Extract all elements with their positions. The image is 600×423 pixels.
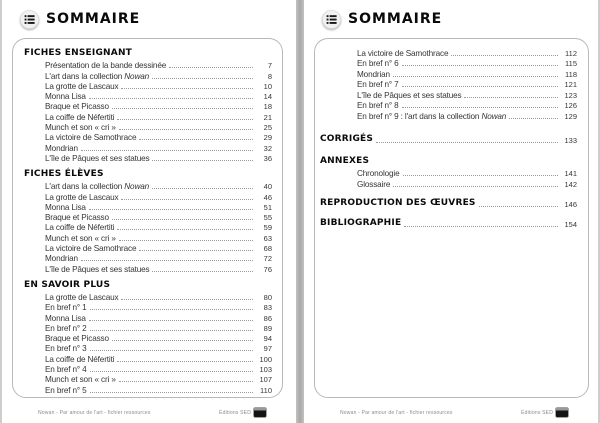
entry-page-number: 46 bbox=[263, 192, 272, 202]
entry-label: L'île de Pâques et ses statues bbox=[45, 153, 150, 163]
dot-leader bbox=[112, 340, 253, 341]
toc-entry bbox=[45, 302, 272, 312]
toc-entry bbox=[357, 79, 577, 90]
toc-box bbox=[12, 38, 283, 398]
section-title: FICHES ÉLÈVES bbox=[24, 168, 104, 179]
entry-page-number: 51 bbox=[263, 202, 272, 212]
toc-entry bbox=[45, 91, 272, 101]
toc-entry bbox=[45, 122, 272, 132]
toc-entry bbox=[357, 58, 577, 69]
toc-rows bbox=[45, 292, 272, 395]
toc-rows bbox=[45, 60, 272, 163]
entry-page-number: 32 bbox=[263, 143, 272, 153]
dot-leader bbox=[112, 219, 253, 220]
dot-leader bbox=[464, 97, 558, 98]
entry-label-italic: Nowan bbox=[124, 182, 150, 192]
section-title: FICHES ENSEIGNANT bbox=[24, 48, 133, 58]
entry-label: Munch et son « cri » bbox=[45, 123, 116, 133]
footer-left-text: Nowan - Par amour de l'art - fichier ressources bbox=[38, 409, 151, 416]
toc-entry bbox=[45, 191, 272, 201]
footer-left-text: Nowan - Par amour de l'art - fichier ressources bbox=[340, 409, 453, 416]
dot-leader bbox=[81, 150, 253, 151]
dot-leader bbox=[89, 320, 253, 321]
toc-entry bbox=[45, 374, 272, 384]
toc-entry bbox=[357, 68, 577, 79]
entry-page-number: 40 bbox=[263, 182, 272, 192]
entry-label: Braque et Picasso bbox=[45, 334, 109, 344]
toc-entry bbox=[45, 384, 272, 394]
dot-leader bbox=[117, 361, 253, 362]
toc-entry bbox=[45, 142, 272, 152]
toc-content-left bbox=[22, 47, 272, 395]
toc-section bbox=[22, 47, 272, 163]
dot-leader bbox=[152, 78, 253, 79]
dot-leader bbox=[119, 129, 253, 130]
dot-leader bbox=[139, 250, 253, 251]
toc-entry bbox=[45, 101, 272, 111]
right-page bbox=[304, 0, 598, 423]
entry-label: Monna Lisa bbox=[45, 92, 86, 102]
entry-page-number: 89 bbox=[263, 323, 272, 333]
entry-label: La victoire de Samothrace bbox=[45, 133, 137, 143]
entry-page-number: 7 bbox=[267, 61, 272, 71]
entry-label: La grotte de Lascaux bbox=[45, 81, 119, 91]
toc-entry bbox=[45, 243, 272, 253]
entry-page-number: 94 bbox=[263, 334, 272, 344]
entry-page-number: 107 bbox=[259, 375, 272, 385]
dot-leader bbox=[90, 330, 253, 331]
entry-label-italic: Nowan bbox=[481, 111, 507, 121]
entry-page-number: 72 bbox=[263, 254, 272, 264]
toc-entry bbox=[45, 132, 272, 142]
entry-page-number: 112 bbox=[565, 48, 577, 58]
dot-leader bbox=[404, 226, 558, 227]
entry-label: Braque et Picasso bbox=[45, 102, 109, 112]
toc-entry bbox=[45, 153, 272, 163]
dot-leader bbox=[89, 98, 253, 99]
dot-leader bbox=[112, 108, 253, 109]
entry-page-number: 8 bbox=[267, 71, 272, 81]
entry-label: En bref n° 9 : l'art dans la collection Nowan bbox=[357, 111, 507, 121]
toc-entry bbox=[45, 353, 272, 363]
dot-leader bbox=[376, 142, 558, 143]
entry-page-number: 121 bbox=[564, 80, 577, 89]
sommaire-header bbox=[20, 10, 140, 29]
toc-entry bbox=[45, 222, 272, 232]
entry-label: L'île de Pâques et ses statues bbox=[357, 90, 462, 100]
footer-right bbox=[219, 408, 266, 417]
entry-label: La coiffe de Néfertiti bbox=[45, 223, 115, 233]
entry-label-italic: Nowan bbox=[124, 71, 150, 81]
dot-leader bbox=[169, 67, 253, 68]
entry-page-number: 141 bbox=[564, 169, 577, 178]
toc-section-line bbox=[320, 217, 577, 229]
entry-page-number: 110 bbox=[260, 385, 272, 395]
section-title: ANNEXES bbox=[320, 155, 370, 166]
entry-label: Monna Lisa bbox=[45, 313, 86, 323]
toc-entry bbox=[357, 89, 577, 100]
entry-page-number: 18 bbox=[263, 102, 272, 112]
toc-entry bbox=[45, 60, 272, 70]
dot-leader bbox=[402, 86, 558, 87]
dot-leader bbox=[121, 199, 253, 200]
page-footer bbox=[38, 408, 266, 417]
entry-page-number: 154 bbox=[564, 219, 577, 229]
entry-page-number: 80 bbox=[263, 292, 272, 302]
editions-sed-label: Éditions SED bbox=[521, 409, 553, 416]
toc-entry bbox=[45, 232, 272, 242]
entry-page-number: 63 bbox=[263, 233, 272, 243]
entry-page-number: 68 bbox=[263, 244, 272, 254]
dot-leader bbox=[81, 260, 253, 261]
entry-label: Chronologie bbox=[357, 169, 400, 178]
dot-leader bbox=[119, 240, 253, 241]
dot-leader bbox=[402, 65, 558, 66]
toc-entry bbox=[45, 253, 272, 263]
entry-page-number: 76 bbox=[263, 264, 272, 274]
toc-entry bbox=[45, 343, 272, 353]
entry-page-number: 115 bbox=[565, 59, 577, 68]
toc-entry bbox=[357, 100, 577, 111]
toc-box bbox=[314, 38, 589, 398]
entry-label: L'île de Pâques et ses statues bbox=[45, 264, 150, 274]
entry-label: La victoire de Samothrace bbox=[357, 48, 449, 58]
entry-page-number: 146 bbox=[564, 199, 577, 209]
entry-page-number: 21 bbox=[263, 112, 272, 122]
entry-page-number: 123 bbox=[564, 90, 577, 100]
list-icon bbox=[322, 10, 341, 29]
sommaire-header bbox=[322, 10, 442, 29]
entry-label: En bref n° 8 bbox=[357, 101, 399, 110]
entry-label: Mondrian bbox=[45, 143, 78, 153]
dot-leader bbox=[121, 88, 253, 89]
dot-leader bbox=[403, 175, 558, 176]
entry-page-number: 83 bbox=[263, 303, 272, 313]
dot-leader bbox=[393, 76, 558, 77]
toc-entry bbox=[357, 110, 577, 121]
entry-label: En bref n° 1 bbox=[45, 303, 87, 313]
entry-page-number: 142 bbox=[564, 179, 577, 189]
footer-right bbox=[521, 408, 568, 417]
editions-sed-logo bbox=[556, 408, 568, 417]
entry-label: Monna Lisa bbox=[45, 202, 86, 212]
entry-page-number: 59 bbox=[263, 223, 272, 233]
entry-label: Braque et Picasso bbox=[45, 213, 109, 223]
entry-label: La coiffe de Néfertiti bbox=[45, 112, 115, 122]
entry-page-number: 14 bbox=[263, 92, 272, 102]
toc-entry bbox=[45, 181, 272, 191]
entry-page-number: 36 bbox=[263, 153, 272, 163]
dot-leader bbox=[89, 209, 253, 210]
entry-label: En bref n° 7 bbox=[357, 80, 399, 89]
dot-leader bbox=[90, 392, 253, 393]
entry-page-number: 25 bbox=[263, 123, 272, 133]
dot-leader bbox=[393, 186, 558, 187]
section-title: REPRODUCTION DES ŒUVRES bbox=[320, 197, 476, 208]
toc-entry bbox=[45, 312, 272, 322]
entry-label: La victoire de Samothrace bbox=[45, 244, 137, 254]
entry-page-number: 10 bbox=[263, 81, 272, 91]
entry-page-number: 55 bbox=[263, 213, 272, 223]
entry-page-number: 29 bbox=[263, 133, 272, 143]
toc-rows bbox=[357, 47, 577, 121]
dot-leader bbox=[139, 139, 253, 140]
toc-entry bbox=[357, 168, 577, 179]
toc-content-right bbox=[318, 47, 577, 229]
entry-page-number: 118 bbox=[565, 69, 577, 79]
section-title: BIBLIOGRAPHIE bbox=[320, 217, 402, 228]
dot-leader bbox=[479, 206, 558, 207]
toc-section-line bbox=[320, 133, 577, 145]
entry-label: La grotte de Lascaux bbox=[45, 292, 119, 302]
toc-entry bbox=[45, 263, 272, 273]
entry-label: En bref n° 4 bbox=[45, 365, 87, 375]
entry-label: Présentation de la bande dessinée bbox=[45, 61, 167, 71]
entry-label: Mondrian bbox=[357, 69, 390, 79]
dot-leader bbox=[117, 119, 253, 120]
dot-leader bbox=[119, 381, 253, 382]
dot-leader bbox=[90, 309, 253, 310]
toc-rows bbox=[45, 181, 272, 274]
editions-sed-label: Éditions SED bbox=[219, 409, 251, 416]
toc-entry bbox=[45, 323, 272, 333]
section-title: EN SAVOIR PLUS bbox=[24, 279, 111, 290]
entry-label: Munch et son « cri » bbox=[45, 233, 116, 243]
entry-label: L'art dans la collection Nowan bbox=[45, 71, 150, 81]
toc-entry bbox=[357, 47, 577, 58]
entry-page-number: 103 bbox=[259, 365, 272, 375]
dot-leader bbox=[152, 160, 253, 161]
section-title: CORRIGÉS bbox=[320, 133, 374, 144]
toc-section bbox=[22, 279, 272, 395]
entry-page-number: 126 bbox=[564, 101, 577, 110]
toc-entry bbox=[45, 364, 272, 374]
dot-leader bbox=[121, 299, 253, 300]
list-icon bbox=[20, 10, 39, 29]
toc-entry bbox=[45, 70, 272, 80]
dot-leader bbox=[509, 118, 558, 119]
dot-leader bbox=[117, 229, 253, 230]
dot-leader bbox=[152, 271, 253, 272]
dot-leader bbox=[402, 107, 558, 108]
entry-label: En bref n° 2 bbox=[45, 323, 87, 333]
dot-leader bbox=[451, 55, 558, 56]
toc-rows bbox=[357, 168, 577, 189]
toc-entry bbox=[45, 202, 272, 212]
toc-section-line bbox=[320, 197, 577, 209]
dot-leader bbox=[90, 371, 253, 372]
entry-label: Munch et son « cri » bbox=[45, 375, 116, 385]
entry-label: La grotte de Lascaux bbox=[45, 192, 119, 202]
page-title: SOMMAIRE bbox=[348, 11, 443, 27]
toc-entry bbox=[45, 81, 272, 91]
page-footer bbox=[340, 408, 568, 417]
toc-entry bbox=[45, 212, 272, 222]
toc-entry bbox=[45, 292, 272, 302]
toc-section bbox=[22, 168, 272, 274]
toc-entry bbox=[45, 111, 272, 121]
entry-page-number: 100 bbox=[259, 354, 272, 364]
entry-page-number: 129 bbox=[564, 111, 577, 121]
entry-label: En bref n° 6 bbox=[357, 59, 399, 68]
toc-section bbox=[318, 155, 577, 189]
entry-label: Mondrian bbox=[45, 254, 78, 264]
toc-entry bbox=[357, 178, 577, 189]
entry-label: En bref n° 5 bbox=[45, 385, 87, 395]
entry-label: La coiffe de Néfertiti bbox=[45, 354, 115, 364]
entry-page-number: 97 bbox=[263, 344, 272, 354]
left-page bbox=[2, 0, 296, 423]
toc-entry bbox=[45, 333, 272, 343]
editions-sed-logo bbox=[254, 408, 266, 417]
entry-label: L'art dans la collection Nowan bbox=[45, 182, 150, 192]
entry-page-number: 133 bbox=[564, 135, 577, 145]
entry-label: En bref n° 3 bbox=[45, 344, 87, 354]
dot-leader bbox=[152, 188, 253, 189]
page-gutter bbox=[296, 0, 304, 423]
entry-label: Glossaire bbox=[357, 179, 391, 189]
page-title: SOMMAIRE bbox=[46, 11, 141, 27]
entry-page-number: 86 bbox=[263, 313, 272, 323]
dot-leader bbox=[90, 350, 253, 351]
